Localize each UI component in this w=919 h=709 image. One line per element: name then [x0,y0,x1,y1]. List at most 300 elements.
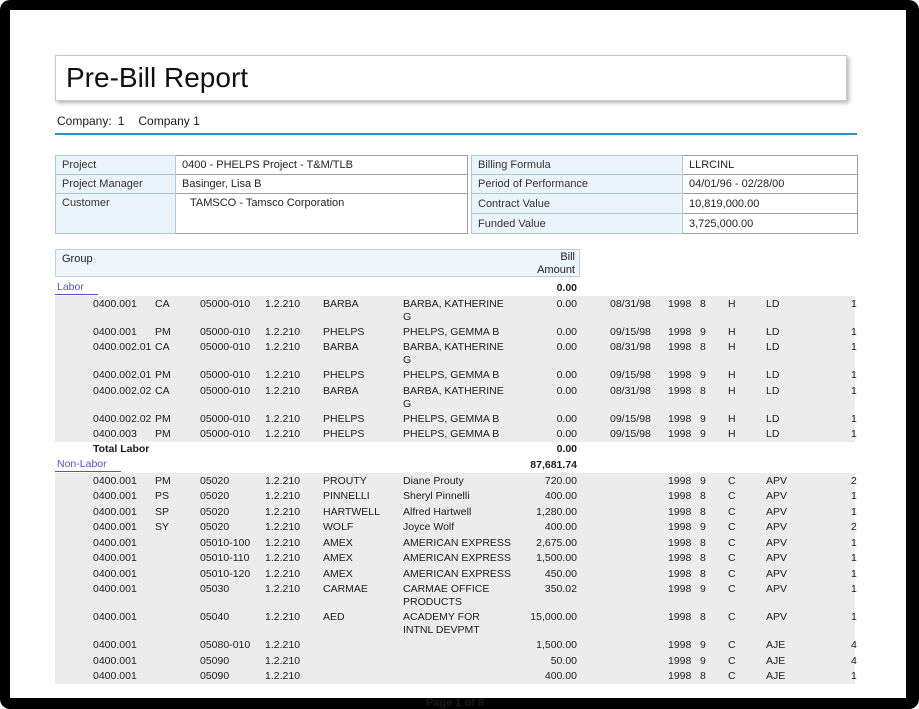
table-cell: PROUTY [323,474,367,487]
table-cell: 05000-010 [200,341,251,353]
table-cell [403,653,515,669]
table-cell: PHELPS, GEMMA B [403,428,500,440]
table-cell: 0400.001 [93,521,137,533]
table-cell: 8 [700,384,706,397]
table-cell: LD [766,412,780,425]
table-cell [577,609,660,637]
detail-table [10,280,906,684]
table-cell: 1 [851,297,857,310]
section-amount: 0.00 [556,281,577,294]
table-cell [577,637,660,653]
table-cell: 1998 [668,567,692,580]
table-cell: C [728,521,736,533]
table-cell: 8 [700,341,706,353]
table-cell: C [728,670,736,682]
table-cell: 05030 [200,583,230,595]
table-cell: 1 [851,567,857,580]
table-row [55,488,855,504]
table-cell: PHELPS, GEMMA B [403,412,500,425]
project-info-section [55,155,906,234]
table-cell: 0400.001 [93,490,137,502]
table-cell: 8 [700,505,706,518]
table-cell: 05010-100 [200,536,251,549]
table-cell: LD [766,428,780,440]
table-cell: WOLF [323,521,354,533]
table-cell: Joyce Wolf [403,521,455,533]
table-cell: 8 [700,567,706,580]
table-cell: 05000-010 [200,412,251,425]
table-row [55,581,855,609]
table-cell: SP [155,505,170,518]
section-total-row [55,442,855,458]
table-cell: 0400.003 [93,428,137,440]
table-cell: 0400.002.02 [93,412,152,425]
table-cell: 1,500.00 [536,552,577,564]
table-cell: BARBA, KATHERINE G [403,384,504,410]
info-label-period-of-performance: Period of Performance [472,175,683,194]
company-label: Company: [57,114,112,128]
table-cell: HARTWELL [323,505,380,518]
table-cell: APV [766,583,788,595]
table-cell: 720.00 [544,474,577,487]
table-cell: 05080-010 [200,639,251,651]
table-cell [155,653,200,669]
info-row [56,156,468,175]
table-cell [323,653,403,669]
table-cell: 1,280.00 [536,505,577,518]
table-cell: 9 [700,521,706,533]
table-cell: 1.2.210 [265,670,301,682]
info-row [472,194,858,214]
table-cell: 1.2.210 [265,341,301,353]
table-cell: 09/15/98 [610,412,651,425]
table-cell: 05000-010 [200,369,251,381]
table-cell: Diane Prouty [403,474,464,487]
table-cell: BARBA [323,341,359,353]
info-label-customer: Customer [56,194,176,234]
table-cell: 9 [700,654,706,667]
table-row [55,339,855,367]
table-cell: 1998 [668,670,692,682]
table-cell: PHELPS, GEMMA B [403,325,500,338]
table-cell: 1998 [668,369,692,381]
table-cell: 1 [851,583,857,595]
table-cell: AED [323,611,345,623]
table-cell [155,637,200,653]
table-cell: 0400.001 [93,297,137,310]
table-cell: PM [155,325,171,338]
table-cell: AJE [766,670,786,682]
table-cell: CARMAE OFFICE PRODUCTS [403,583,490,608]
table-cell: 0.00 [556,428,577,440]
table-cell: 1998 [668,639,692,651]
table-cell: 8 [700,611,706,623]
report-page [10,10,906,709]
table-cell: PHELPS [323,325,365,338]
table-row [55,550,855,566]
table-cell: 0.00 [556,412,577,425]
table-cell: AMEX [323,536,353,549]
table-cell: 1.2.210 [265,654,301,667]
table-cell: APV [766,505,788,518]
table-row [55,535,855,551]
table-cell: 0.00 [556,384,577,397]
table-cell: C [728,567,736,580]
table-cell: AJE [766,654,786,667]
table-cell: PM [155,369,171,381]
info-value-billing-formula: LLRCINL [683,156,858,175]
table-cell: 09/15/98 [610,369,651,381]
table-cell: 05010-110 [200,552,250,564]
table-row [55,383,855,411]
table-cell: 0.00 [556,341,577,353]
table-cell: 400.00 [544,490,577,502]
table-cell: AMERICAN EXPRESS [403,536,511,549]
table-cell: 1.2.210 [265,384,301,397]
table-cell: LD [766,341,780,353]
table-cell: 1 [851,670,857,682]
table-cell: 0400.001 [93,505,137,518]
table-cell: C [728,474,736,487]
table-cell: 05020 [200,474,230,487]
table-cell: APV [766,490,788,502]
table-cell [155,581,200,609]
table-cell: APV [766,536,788,549]
table-cell: APV [766,474,788,487]
table-cell: H [728,428,736,440]
table-cell: 1.2.210 [265,412,301,425]
table-cell: 05000-010 [200,297,251,310]
section-link-labor[interactable]: Labor [55,281,98,295]
table-cell: C [728,654,736,667]
section-header-row [55,457,855,473]
table-cell: 05020 [200,490,230,502]
info-value-contract-value: 10,819,000.00 [683,194,858,214]
table-cell: 1998 [668,583,692,595]
bill-amount-column-header: Bill Amount [537,251,575,276]
table-cell: PS [155,490,170,502]
table-cell [577,566,660,582]
table-cell: 0400.001 [93,611,137,623]
table-cell: 05010-120 [200,567,251,580]
table-cell: 1 [851,412,857,425]
table-cell: PINNELLI [323,490,370,502]
table-cell: 0.00 [556,369,577,381]
table-cell [155,609,200,637]
table-cell: 2 [851,474,857,487]
table-cell: 1998 [668,536,692,549]
table-cell: 400.00 [544,670,577,682]
table-cell: CA [155,297,170,310]
table-cell: LD [766,297,780,310]
info-row [472,214,858,234]
table-cell: 1998 [668,490,692,502]
table-cell: 1,500.00 [536,639,577,651]
table-cell: 1998 [668,505,692,518]
table-cell: 9 [700,428,706,440]
table-cell: 05090 [200,654,230,667]
table-cell: 1.2.210 [265,567,301,580]
table-cell: 0400.002.02 [93,384,152,397]
table-cell: Alfred Hartwell [403,505,472,518]
table-cell: 0400.001 [93,567,137,580]
table-cell: 0400.001 [93,474,137,487]
table-cell [155,535,200,551]
table-cell [577,550,660,566]
table-cell: AMERICAN EXPRESS [403,567,511,580]
table-cell: 05000-010 [200,384,251,397]
section-link-non-labor[interactable]: Non-Labor [55,458,121,472]
table-row [55,637,855,653]
table-cell: 2,675.00 [536,536,577,549]
table-cell [323,637,403,653]
table-cell: 350.02 [544,583,577,595]
table-row [55,411,855,427]
info-row [472,175,858,194]
table-cell [403,668,515,684]
table-cell: 1.2.210 [265,505,301,518]
table-cell: 1 [851,536,857,549]
table-cell: 1 [851,325,857,338]
table-row [55,609,855,637]
table-cell: LD [766,384,780,397]
table-cell: 1998 [668,611,692,623]
table-cell: C [728,505,736,518]
table-header [55,249,580,277]
table-cell: AMEX [323,567,353,580]
table-cell [577,668,660,684]
table-cell: 2 [851,521,857,533]
table-cell [577,653,660,669]
table-cell: 9 [700,325,706,338]
table-cell: 1998 [668,325,692,338]
table-cell: 4 [851,654,857,667]
table-cell: 1.2.210 [265,639,301,651]
table-cell: 1.2.210 [265,490,301,502]
table-cell: 1998 [668,412,692,425]
table-cell: 05000-010 [200,428,251,440]
table-cell: 1 [851,505,857,518]
table-cell: H [728,297,736,310]
table-cell [403,637,515,653]
info-label-project: Project [56,156,176,175]
page-title: Pre-Bill Report [66,62,249,93]
table-cell: H [728,412,736,425]
page-footer: Page 1 of 8 [425,696,485,709]
table-cell: 1998 [668,428,692,440]
info-row [56,194,468,234]
table-cell: 0.00 [556,325,577,338]
table-cell: 1.2.210 [265,536,301,549]
table-cell: 4 [851,639,857,651]
table-row [55,296,855,324]
table-cell: 1 [851,611,857,623]
table-cell: 0400.001 [93,552,137,564]
table-cell: C [728,490,736,502]
table-cell: BARBA [323,297,359,310]
company-number: 1 [117,114,125,128]
table-cell [155,668,200,684]
table-row [55,367,855,383]
table-cell: 1.2.210 [265,297,301,310]
table-cell [577,488,660,504]
table-cell: 400.00 [544,521,577,533]
table-cell: 9 [700,412,706,425]
info-value-project: 0400 - PHELPS Project - T&M/TLB [176,156,468,175]
info-row [56,175,468,194]
table-cell: 08/31/98 [610,297,651,310]
table-row [55,668,855,684]
table-cell: ACADEMY FOR INTNL DEVPMT [403,611,480,636]
section-header-row [55,280,855,296]
table-cell: C [728,611,736,623]
table-cell: 8 [700,297,706,310]
table-cell: LD [766,369,780,381]
table-cell: 0400.001 [93,536,137,549]
table-cell: Sheryl Pinnelli [403,490,470,502]
table-cell: 05000-010 [200,325,251,338]
info-label-contract-value: Contract Value [472,194,683,214]
table-cell: 0400.001 [93,325,137,338]
table-cell [323,668,403,684]
table-cell: 1998 [668,521,692,533]
table-cell: 1 [851,490,857,502]
table-row [55,653,855,669]
table-cell: 0400.002.01 [93,369,152,381]
table-cell: PHELPS, GEMMA B [403,369,500,381]
table-cell: APV [766,611,788,623]
group-column-header: Group [62,253,93,265]
table-cell [577,473,660,489]
table-cell: 0400.001 [93,639,137,651]
table-cell: 8 [700,536,706,549]
table-cell: 0400.002.01 [93,341,152,353]
table-cell: APV [766,521,788,533]
info-value-period-of-performance: 04/01/96 - 02/28/00 [683,175,858,194]
table-cell: C [728,536,736,549]
info-label-funded-value: Funded Value [472,214,683,234]
info-value-funded-value: 3,725,000.00 [683,214,858,234]
table-cell: AMERICAN EXPRESS [403,552,511,564]
table-cell: PM [155,428,171,440]
table-cell: 1 [851,341,857,353]
table-cell: 1998 [668,654,692,667]
info-label-billing-formula: Billing Formula [472,156,683,175]
info-row [472,156,858,175]
table-cell: 05090 [200,670,230,682]
table-cell: 0400.001 [93,654,137,667]
table-cell: 1 [851,384,857,397]
table-cell: AJE [766,639,786,651]
table-cell: PHELPS [323,412,365,425]
table-cell: AMEX [323,552,353,564]
table-cell: 08/31/98 [610,341,651,353]
table-cell: 0400.001 [93,583,137,595]
company-name: Company 1 [138,114,200,128]
table-cell: 8 [700,552,706,564]
table-cell: LD [766,325,780,338]
table-cell: 09/15/98 [610,325,651,338]
section-amount: 87,681.74 [530,458,577,471]
table-row [55,324,855,340]
table-cell: 15,000.00 [530,611,577,623]
table-cell: H [728,384,736,397]
table-cell: 1998 [668,474,692,487]
table-cell: CARMAE [323,583,368,595]
table-cell: H [728,369,736,381]
table-cell: H [728,341,736,353]
info-label-project-manager: Project Manager [56,175,176,194]
table-row [55,519,855,535]
table-cell: 1.2.210 [265,611,301,623]
table-cell: 05020 [200,505,230,518]
table-cell: 9 [700,639,706,651]
table-cell: 1.2.210 [265,552,301,564]
section-total-amount: 0.00 [556,443,577,456]
project-info-table-right [471,155,858,234]
table-row [55,566,855,582]
table-cell: 09/15/98 [610,428,651,440]
table-cell: 1998 [668,384,692,397]
table-cell: 8 [700,670,706,682]
table-cell: 05020 [200,521,230,533]
table-cell [577,504,660,520]
table-cell: PHELPS [323,428,365,440]
table-cell: 9 [700,583,706,595]
project-info-table-left [55,155,468,234]
table-cell: 0.00 [556,297,577,310]
table-cell: 450.00 [544,567,577,580]
company-header [55,114,857,135]
table-row [55,504,855,520]
table-cell: APV [766,552,788,564]
info-value-customer: TAMSCO - Tamsco Corporation [176,194,468,234]
table-cell: 1.2.210 [265,474,301,487]
table-row [55,473,855,489]
table-cell: 9 [700,474,706,487]
table-cell: 8 [700,490,706,502]
table-cell: SY [155,521,170,533]
table-cell: C [728,583,736,595]
table-cell: 1.2.210 [265,325,301,338]
table-cell: 1.2.210 [265,369,301,381]
table-cell: 1998 [668,552,692,564]
section-total-label: Total Labor [93,443,150,456]
report-title-box [55,55,847,101]
table-cell: 1 [851,428,857,440]
table-cell: CA [155,341,170,353]
table-cell: 08/31/98 [610,384,651,397]
table-cell: 05040 [200,611,230,623]
table-cell: PM [155,474,171,487]
table-cell [155,566,200,582]
table-cell: 1.2.210 [265,521,301,533]
table-cell: C [728,552,736,564]
table-cell: 9 [700,369,706,381]
info-value-project-manager: Basinger, Lisa B [176,175,468,194]
table-cell: APV [766,567,788,580]
table-cell: PM [155,412,171,425]
table-cell: PHELPS [323,369,365,381]
table-cell [577,535,660,551]
table-row [55,426,855,442]
table-cell: 1998 [668,341,692,353]
table-cell: H [728,325,736,338]
table-cell: 1.2.210 [265,428,301,440]
table-cell [577,519,660,535]
table-cell [577,581,660,609]
table-cell: CA [155,384,170,397]
